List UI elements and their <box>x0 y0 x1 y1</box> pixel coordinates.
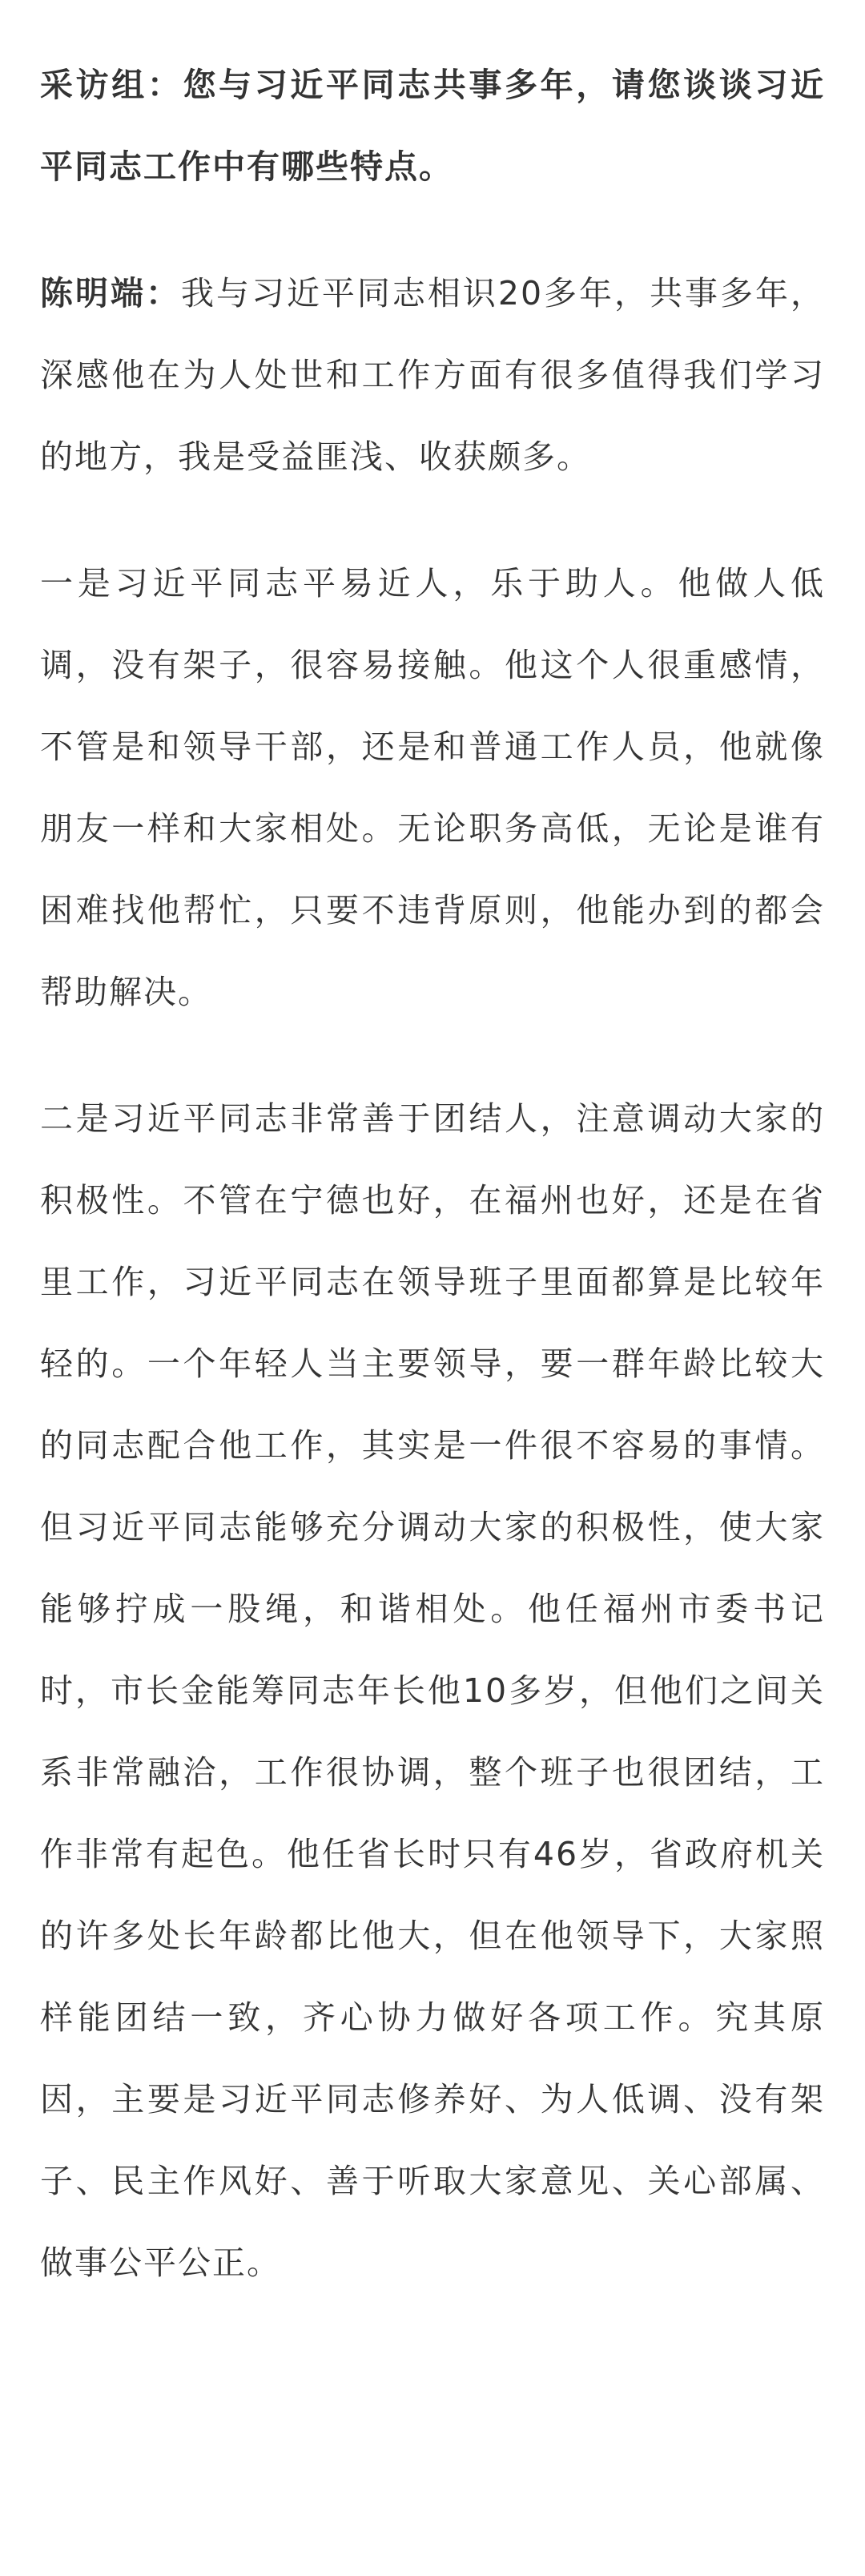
answer-intro <box>40 252 825 498</box>
answer-point-2: 二是习近平同志非常善于团结人，注意调动大家的积极性。不管在宁德也好，在福州也好，还是在省里工作，习近平同志在领导班子里面都算是比较年轻的。一个年轻人当主要领导，要一群年龄比较大的同志配合他工作，其实是一件很不容易的事情。但习近平同志能够充分调动大家的积极性，使大家能够拧成一股绳，和谐相处。他任福州市委书记时，市长金能筹同志年长他10多岁，但他们之间关系非常融洽，工作很协调，整个班子也很团结，工作非常有起色。他任省长时只有46岁，省政府机关的许多处长年龄都比他大，但在他领导下，大家照样能团结一致，齐心协力做好各项工作。究其原因，主要是习近平同志修养好、为人低调、没有架子、民主作风好、善于听取大家意见、关心部属、做事公平公正。 <box>40 1099 825 2282</box>
question-text: 您与习近平同志共事多年，请您谈谈习近平同志工作中有哪些特点。 <box>40 66 826 186</box>
answer-intro-text: 我与习近平同志相识20多年，共事多年，深感他在为人处世和工作方面有很多值得我们学习的地方，我是受益匪浅、收获颇多。 <box>40 274 825 476</box>
question-speaker: 采访组： <box>40 66 183 104</box>
interview-question <box>40 44 825 208</box>
answer-speaker: 陈明端： <box>40 274 181 312</box>
answer-point-1: 一是习近平同志平易近人，乐于助人。他做人低调，没有架子，很容易接触。他这个人很重感情，不管是和领导干部，还是和普通工作人员，他就像朋友一样和大家相处。无论职务高低，无论是谁有困难找他帮忙，只要不违背原则，他能办到的都会帮助解决。 <box>40 564 825 1011</box>
